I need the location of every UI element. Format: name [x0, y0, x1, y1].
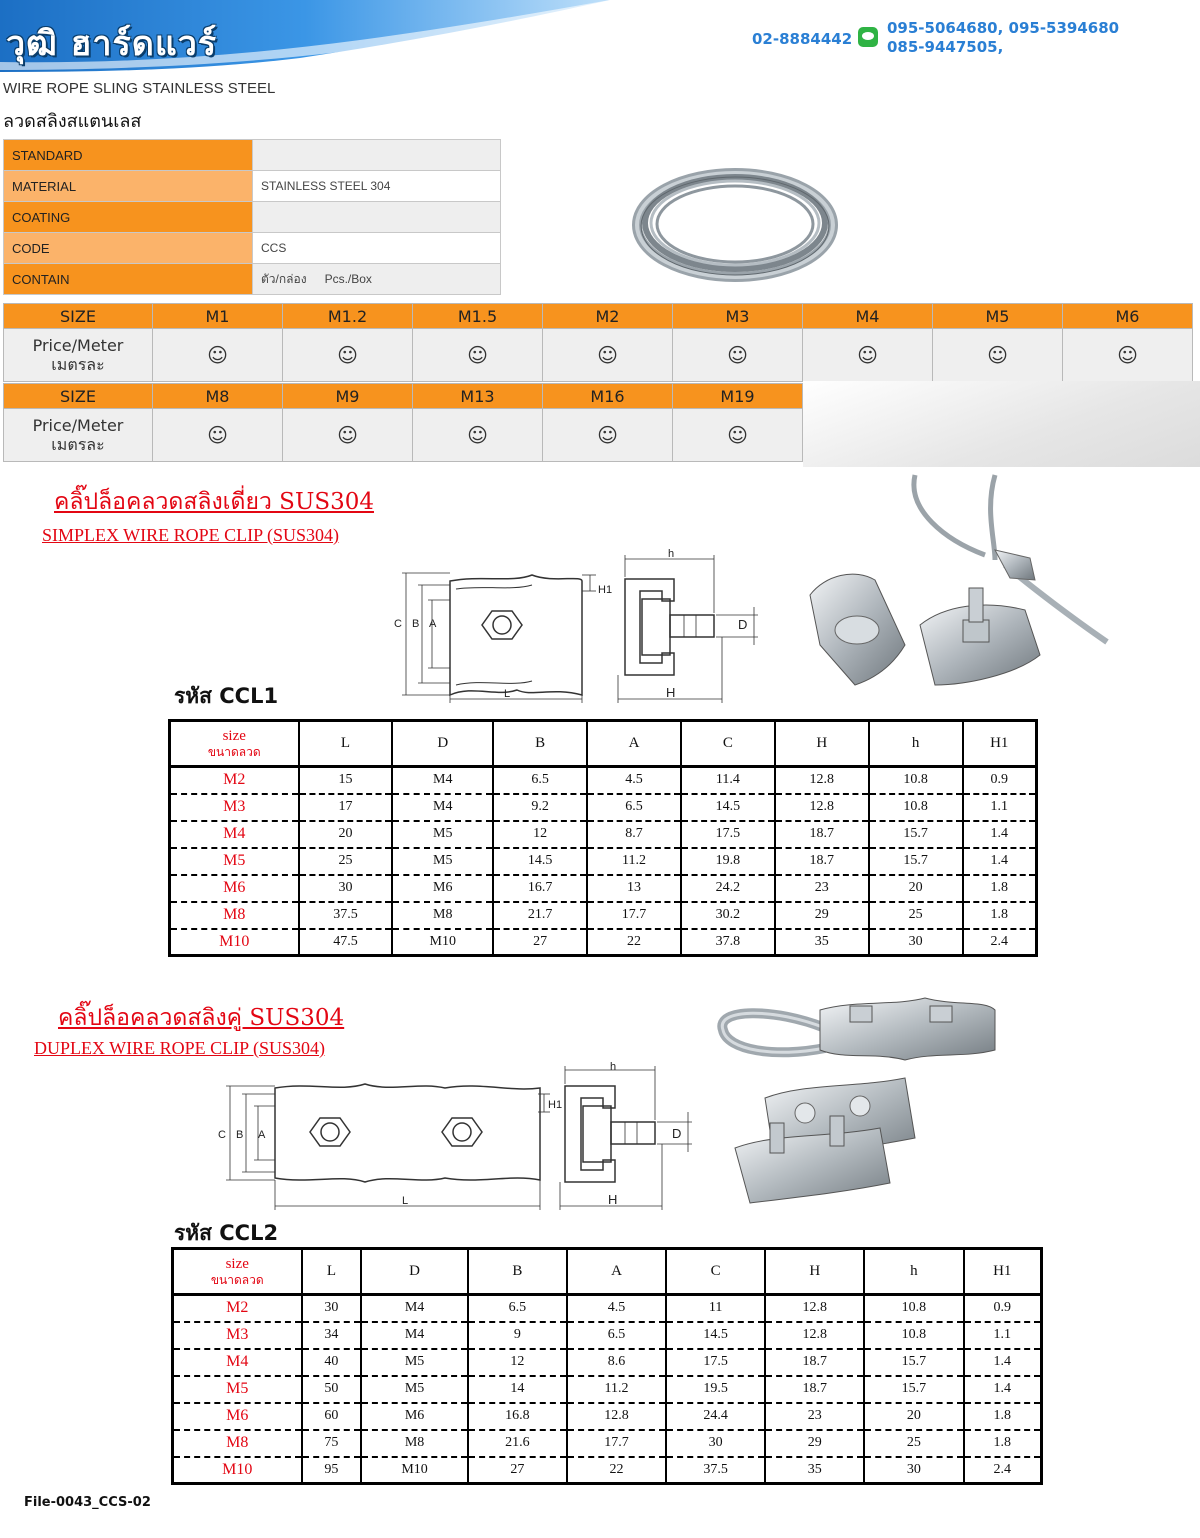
mobile-line-2: 085-9447505,	[887, 38, 1004, 56]
value-cell: 17.5	[681, 821, 775, 848]
value-cell: 14.5	[681, 794, 775, 821]
size-cell: M4	[803, 304, 933, 329]
mobile-line-1: 095-5064680, 095-5394680	[887, 19, 1120, 37]
dim-header-row	[170, 721, 1037, 767]
value-cell: M10	[392, 929, 493, 956]
value-cell: 30	[299, 875, 393, 902]
value-cell: 1.1	[963, 794, 1037, 821]
gray-gradient-panel	[803, 381, 1200, 467]
col-header: D	[361, 1249, 467, 1295]
duplex-dimension-table	[171, 1247, 1043, 1485]
value-cell: 12.8	[765, 1322, 864, 1349]
value-cell: M6	[392, 875, 493, 902]
size-cell: M4	[170, 821, 299, 848]
value-cell: 60	[302, 1403, 362, 1430]
duplex-title-en: DUPLEX WIRE ROPE CLIP (SUS304)	[34, 1038, 326, 1058]
dim-label-d: D	[672, 1126, 682, 1141]
spec-value	[253, 264, 501, 295]
value-cell: 2.4	[964, 1457, 1042, 1484]
spec-row	[4, 171, 501, 202]
table-row	[173, 1376, 1042, 1403]
simplex-title-en: SIMPLEX WIRE ROPE CLIP (SUS304)	[42, 525, 340, 545]
dim-label-b: B	[236, 1129, 244, 1141]
price-label-th: เมตรละ	[51, 435, 105, 454]
value-cell: 24.4	[666, 1403, 765, 1430]
value-cell: 37.8	[681, 929, 775, 956]
size-header-en: size	[222, 727, 246, 744]
value-cell: 2.4	[963, 929, 1037, 956]
value-cell: 50	[302, 1376, 362, 1403]
value-cell: 1.1	[964, 1322, 1042, 1349]
duplex-title-th: คลิ๊ปล็อคลวดสลิงคู่ SUS304	[58, 1005, 345, 1031]
value-cell: 1.4	[963, 821, 1037, 848]
value-cell: 25	[864, 1430, 963, 1457]
col-header: B	[468, 1249, 567, 1295]
value-cell: M4	[392, 794, 493, 821]
col-header: A	[567, 1249, 666, 1295]
col-header: H1	[964, 1249, 1042, 1295]
size-cell: M13	[413, 384, 543, 409]
col-header: C	[666, 1249, 765, 1295]
value-cell: 35	[765, 1457, 864, 1484]
table-row	[170, 929, 1037, 956]
size-label: SIZE	[4, 304, 153, 329]
table-row	[173, 1457, 1042, 1484]
dim-label-h-large: H	[666, 685, 676, 700]
price-cell: ☺	[543, 409, 673, 462]
size-cell: M3	[173, 1322, 302, 1349]
value-cell: 17.5	[666, 1349, 765, 1376]
value-cell: M8	[392, 902, 493, 929]
value-cell: M4	[392, 767, 493, 794]
value-cell: 6.5	[493, 767, 587, 794]
size-header-row	[4, 384, 803, 409]
product-title-en: WIRE ROPE SLING STAINLESS STEEL	[3, 80, 276, 97]
price-cell: ☺	[543, 329, 673, 382]
spec-row	[4, 264, 501, 295]
value-cell: 6.5	[587, 794, 681, 821]
col-header: C	[681, 721, 775, 767]
value-cell: 15.7	[864, 1349, 963, 1376]
value-cell: 16.7	[493, 875, 587, 902]
value-cell: 29	[765, 1430, 864, 1457]
value-cell: 24.2	[681, 875, 775, 902]
col-header: D	[392, 721, 493, 767]
file-code-footer: File-0043_CCS-02	[24, 1495, 151, 1510]
size-header-en: size	[225, 1255, 249, 1272]
dim-label-h-small: h	[610, 1061, 617, 1073]
spec-key: STANDARD	[4, 140, 253, 171]
simplex-title-th: คลิ๊ปล็อคลวดสลิงเดี่ยว SUS304	[54, 489, 374, 515]
dim-label-l: L	[402, 1195, 409, 1207]
value-cell: 1.4	[963, 848, 1037, 875]
value-cell: 35	[775, 929, 869, 956]
size-cell: M10	[219, 932, 250, 950]
price-row	[4, 329, 1193, 382]
value-cell: 11.2	[567, 1376, 666, 1403]
duplex-code-label: รหัส CCL2	[174, 1221, 279, 1245]
value-cell: 8.7	[587, 821, 681, 848]
contain-en: Pcs./Box	[324, 271, 372, 286]
size-cell: M8	[170, 902, 299, 929]
spec-table	[3, 139, 501, 295]
value-cell: 15.7	[864, 1376, 963, 1403]
col-header: H	[775, 721, 869, 767]
value-cell: 15.7	[869, 848, 963, 875]
value-cell: 95	[302, 1457, 362, 1484]
value-cell: 9.2	[493, 794, 587, 821]
value-cell: 1.8	[964, 1430, 1042, 1457]
simplex-clip-photo	[795, 470, 1115, 695]
dim-label-h1: H1	[548, 1099, 563, 1111]
dim-label-d: D	[738, 617, 748, 632]
price-cell: ☺	[153, 409, 283, 462]
value-cell: 25	[299, 848, 393, 875]
value-cell: 29	[775, 902, 869, 929]
value-cell: 10.8	[869, 794, 963, 821]
value-cell: 20	[864, 1403, 963, 1430]
brand-name: วุฒิ ฮาร์ดแวร์	[6, 24, 218, 64]
value-cell: 37.5	[666, 1457, 765, 1484]
table-row	[170, 767, 1037, 794]
dim-label-c: C	[394, 618, 402, 630]
value-cell: 9	[468, 1322, 567, 1349]
contain-th: ตัว/กล่อง	[261, 271, 307, 286]
col-header: H	[765, 1249, 864, 1295]
value-cell: 75	[302, 1430, 362, 1457]
table-row	[173, 1295, 1042, 1322]
price-cell: ☺	[413, 329, 543, 382]
value-cell: 22	[587, 929, 681, 956]
size-cell: M2	[543, 304, 673, 329]
size-cell: M19	[673, 384, 803, 409]
value-cell: 21.6	[468, 1430, 567, 1457]
value-cell: 12.8	[567, 1403, 666, 1430]
value-cell: 10.8	[869, 767, 963, 794]
value-cell: 37.5	[299, 902, 393, 929]
value-cell: 14.5	[666, 1322, 765, 1349]
value-cell: 12	[493, 821, 587, 848]
value-cell: 6.5	[567, 1322, 666, 1349]
value-cell: 12.8	[765, 1295, 864, 1322]
spec-key: COATING	[4, 202, 253, 233]
value-cell: 14	[468, 1376, 567, 1403]
value-cell: 19.8	[681, 848, 775, 875]
value-cell: 15	[299, 767, 393, 794]
price-label-th: เมตรละ	[51, 355, 105, 374]
office-phone[interactable]: 02-8884442	[752, 30, 853, 48]
value-cell: 1.4	[964, 1349, 1042, 1376]
value-cell: 27	[493, 929, 587, 956]
col-header: L	[299, 721, 393, 767]
value-cell: 17.7	[567, 1430, 666, 1457]
duplex-clip-photo	[715, 988, 1005, 1213]
value-cell: M6	[361, 1403, 467, 1430]
value-cell: 17	[299, 794, 393, 821]
value-cell: 30	[302, 1295, 362, 1322]
price-cell: ☺	[1063, 329, 1193, 382]
product-title-th: ลวดสลิงสแตนเลส	[3, 111, 142, 132]
value-cell: 25	[869, 902, 963, 929]
size-header	[173, 1249, 302, 1295]
col-header: L	[302, 1249, 362, 1295]
price-cell: ☺	[673, 329, 803, 382]
table-row	[173, 1430, 1042, 1457]
size-cell: M2	[173, 1295, 302, 1322]
value-cell: 21.7	[493, 902, 587, 929]
value-cell: 11.2	[587, 848, 681, 875]
value-cell: 11.4	[681, 767, 775, 794]
size-cell: M6	[170, 875, 299, 902]
size-header-row	[4, 304, 1193, 329]
simplex-rows	[170, 767, 1037, 956]
simplex-diagram	[392, 545, 762, 705]
col-header: B	[493, 721, 587, 767]
value-cell: 47.5	[299, 929, 393, 956]
dim-label-c: C	[218, 1129, 226, 1141]
value-cell: 14.5	[493, 848, 587, 875]
size-cell: M6	[173, 1403, 302, 1430]
value-cell: 8.6	[567, 1349, 666, 1376]
spec-row	[4, 233, 501, 264]
value-cell: 20	[869, 875, 963, 902]
table-row	[173, 1349, 1042, 1376]
table-row	[170, 794, 1037, 821]
value-cell: M4	[361, 1295, 467, 1322]
dim-label-l: L	[504, 688, 511, 700]
size-cell: M6	[1063, 304, 1193, 329]
value-cell: M5	[361, 1376, 467, 1403]
price-table-1	[3, 303, 1193, 382]
price-cell: ☺	[283, 329, 413, 382]
price-cell: ☺	[153, 329, 283, 382]
value-cell: 22	[567, 1457, 666, 1484]
size-cell: M1.5	[413, 304, 543, 329]
value-cell: 30	[869, 929, 963, 956]
simplex-code-label: รหัส CCL1	[174, 684, 279, 708]
size-header-th: ขนาดลวด	[207, 744, 261, 759]
table-row	[170, 902, 1037, 929]
size-cell: M2	[170, 767, 299, 794]
table-row	[170, 848, 1037, 875]
value-cell: 1.8	[963, 875, 1037, 902]
value-cell: 18.7	[765, 1349, 864, 1376]
value-cell: M10	[361, 1457, 467, 1484]
dim-label-a: A	[258, 1129, 266, 1141]
value-cell: M5	[392, 821, 493, 848]
value-cell: 23	[775, 875, 869, 902]
value-cell: 1.4	[964, 1376, 1042, 1403]
size-cell: M9	[283, 384, 413, 409]
value-cell: 16.8	[468, 1403, 567, 1430]
size-header	[170, 721, 299, 767]
simplex-dimension-table	[168, 719, 1038, 957]
col-header: H1	[963, 721, 1037, 767]
spec-value: CCS	[253, 233, 501, 264]
value-cell: 10.8	[864, 1322, 963, 1349]
size-cell: M5	[933, 304, 1063, 329]
price-cell: ☺	[933, 329, 1063, 382]
value-cell: 18.7	[765, 1376, 864, 1403]
value-cell: 40	[302, 1349, 362, 1376]
table-row	[170, 821, 1037, 848]
value-cell: 30.2	[681, 902, 775, 929]
duplex-diagram	[220, 1060, 700, 1215]
table-row	[173, 1322, 1042, 1349]
size-cell: M1	[153, 304, 283, 329]
value-cell: 30	[666, 1430, 765, 1457]
value-cell: 20	[299, 821, 393, 848]
value-cell: 0.9	[964, 1295, 1042, 1322]
price-table-2	[3, 383, 803, 462]
price-label	[4, 409, 153, 462]
price-label-en: Price/Meter	[32, 336, 124, 355]
dim-label-h1: H1	[598, 584, 613, 596]
value-cell: 34	[302, 1322, 362, 1349]
mobile-numbers[interactable]	[887, 19, 1119, 57]
size-header-th: ขนาดลวด	[210, 1272, 264, 1287]
spec-value: STAINLESS STEEL 304	[253, 171, 501, 202]
dim-header-row	[173, 1249, 1042, 1295]
value-cell: 4.5	[567, 1295, 666, 1322]
dim-label-h-large: H	[608, 1192, 618, 1207]
size-cell: M3	[673, 304, 803, 329]
size-cell: M10	[222, 1460, 253, 1478]
col-header: h	[864, 1249, 963, 1295]
spec-key: MATERIAL	[4, 171, 253, 202]
spec-key: CODE	[4, 233, 253, 264]
price-cell: ☺	[413, 409, 543, 462]
value-cell: 0.9	[963, 767, 1037, 794]
size-cell: M3	[170, 794, 299, 821]
value-cell: 6.5	[468, 1295, 567, 1322]
value-cell: 4.5	[587, 767, 681, 794]
price-label-en: Price/Meter	[32, 416, 124, 435]
size-cell: M4	[173, 1349, 302, 1376]
col-header: A	[587, 721, 681, 767]
value-cell: 1.8	[963, 902, 1037, 929]
value-cell: 18.7	[775, 848, 869, 875]
spec-value	[253, 202, 501, 233]
value-cell: 15.7	[869, 821, 963, 848]
value-cell: 10.8	[864, 1295, 963, 1322]
dim-label-a: A	[429, 618, 437, 630]
table-row	[170, 875, 1037, 902]
value-cell: 12	[468, 1349, 567, 1376]
size-cell: M16	[543, 384, 673, 409]
size-cell: M8	[153, 384, 283, 409]
value-cell: 12.8	[775, 767, 869, 794]
price-cell: ☺	[673, 409, 803, 462]
value-cell: 18.7	[775, 821, 869, 848]
value-cell: M5	[392, 848, 493, 875]
size-cell: M1.2	[283, 304, 413, 329]
wire-coil-image	[630, 160, 840, 290]
value-cell: 19.5	[666, 1376, 765, 1403]
spec-row	[4, 202, 501, 233]
table-row	[173, 1403, 1042, 1430]
spec-value	[253, 140, 501, 171]
value-cell: M8	[361, 1430, 467, 1457]
value-cell: 17.7	[587, 902, 681, 929]
price-cell: ☺	[283, 409, 413, 462]
price-row	[4, 409, 803, 462]
value-cell: 12.8	[775, 794, 869, 821]
value-cell: M4	[361, 1322, 467, 1349]
size-cell: M8	[173, 1430, 302, 1457]
value-cell: 30	[864, 1457, 963, 1484]
dim-label-b: B	[412, 618, 420, 630]
value-cell: 13	[587, 875, 681, 902]
col-header: h	[869, 721, 963, 767]
line-app-icon	[858, 27, 878, 47]
value-cell: 23	[765, 1403, 864, 1430]
dim-label-h-small: h	[668, 548, 675, 560]
size-label: SIZE	[4, 384, 153, 409]
value-cell: 27	[468, 1457, 567, 1484]
spec-row	[4, 140, 501, 171]
size-cell: M5	[170, 848, 299, 875]
spec-key: CONTAIN	[4, 264, 253, 295]
value-cell: M5	[361, 1349, 467, 1376]
size-cell: M5	[173, 1376, 302, 1403]
value-cell: 1.8	[964, 1403, 1042, 1430]
price-cell: ☺	[803, 329, 933, 382]
duplex-rows	[173, 1295, 1042, 1484]
price-label	[4, 329, 153, 382]
value-cell: 11	[666, 1295, 765, 1322]
